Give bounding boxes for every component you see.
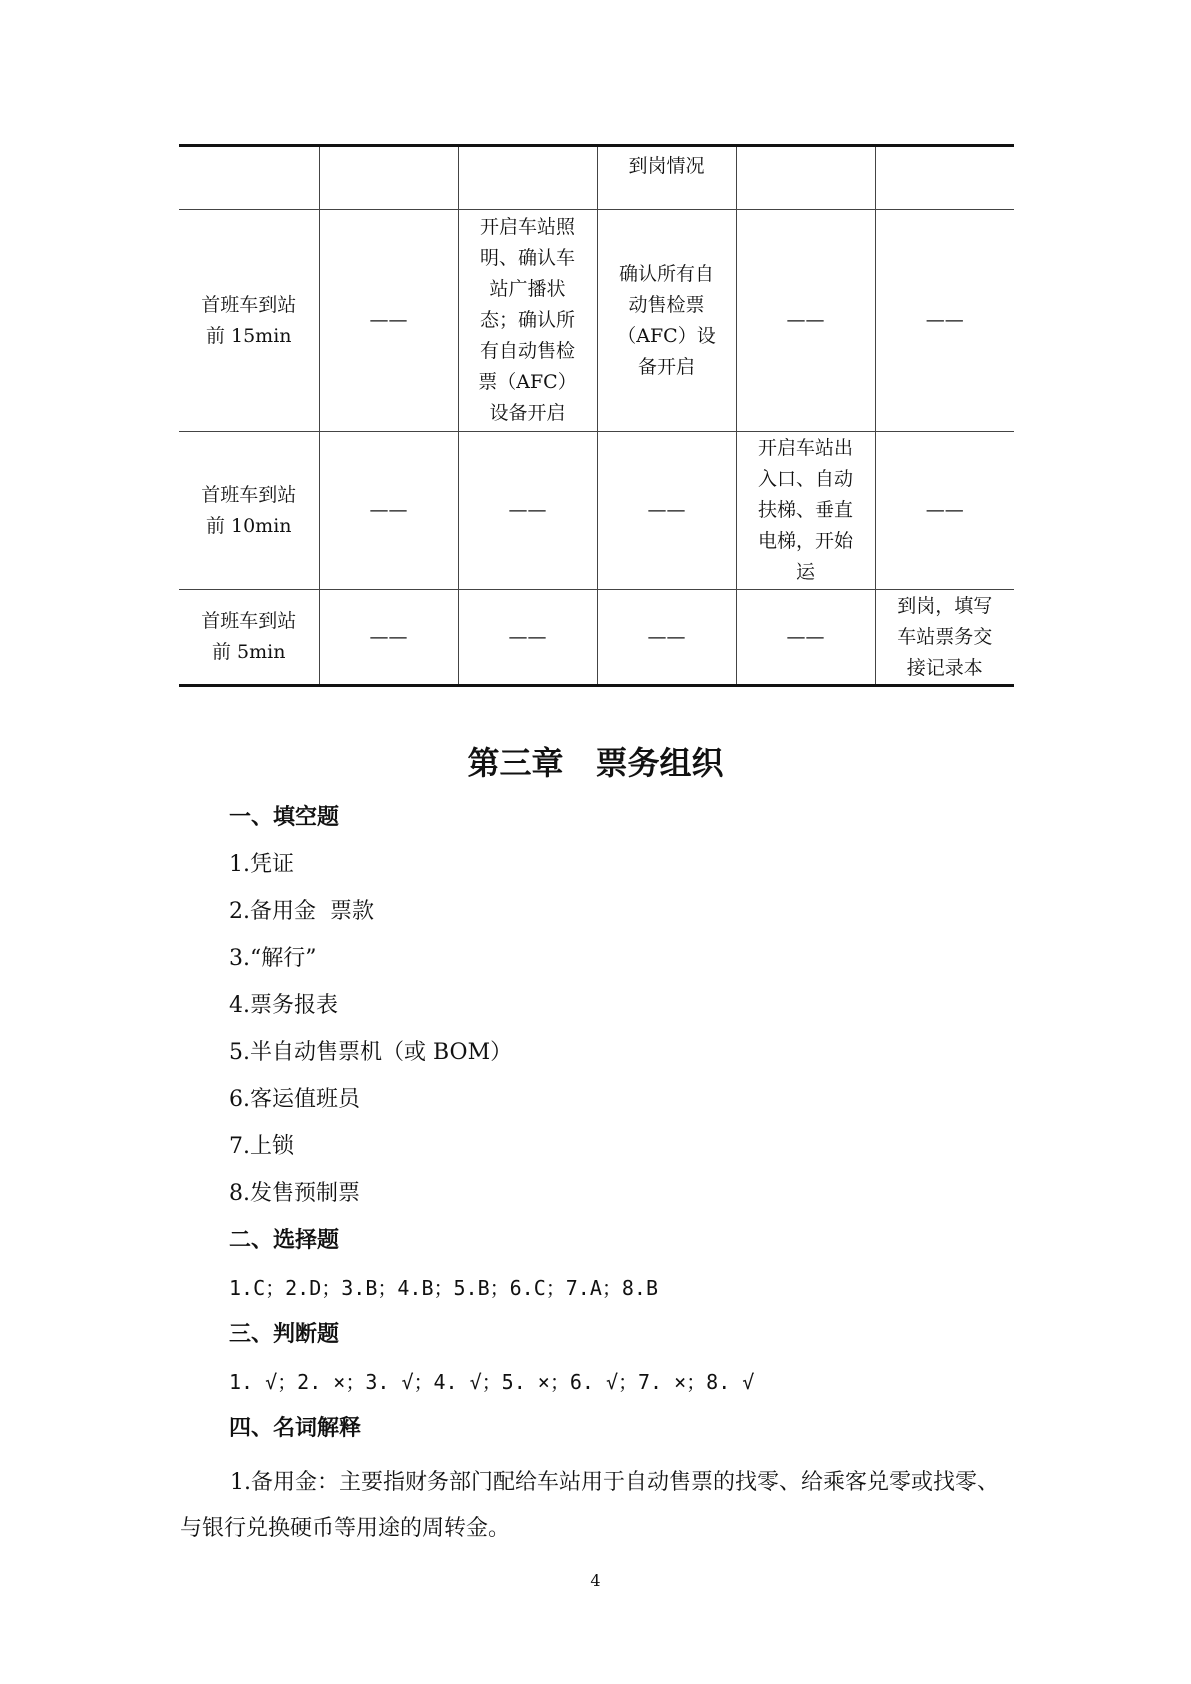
table-cell: —— <box>736 210 875 432</box>
table-cell: 确认所有自 动售检票 （AFC）设 备开启 <box>597 210 736 432</box>
answer-item: 4.票务报表 <box>229 993 338 1018</box>
answer-item: 2.备用金 票款 <box>229 899 374 924</box>
table-row <box>179 432 1014 590</box>
definition-paragraph: 1.备用金：主要指财务部门配给车站用于自动售票的找零、给乘客兑零或找零、与银行兑换硬币等用途的周转金。 <box>180 1470 999 1541</box>
answer-item: 3.“解行” <box>229 946 317 971</box>
table-cell: 到岗，填写 车站票务交 接记录本 <box>875 590 1014 686</box>
table-cell: 首班车到站 前 15min <box>179 210 319 432</box>
table-cell: —— <box>875 210 1014 432</box>
true-false-answers: 1. √；2. ×；3. √；4. √；5. ×；6. √；7. ×；8. √ <box>229 1370 755 1394</box>
table-cell: 到岗情况 <box>597 146 736 210</box>
table-cell <box>179 146 319 210</box>
table-cell <box>875 146 1014 210</box>
schedule-table <box>179 144 1014 687</box>
table-cell: —— <box>458 590 597 686</box>
table-cell <box>458 146 597 210</box>
choice-answers: 1.C；2.D；3.B；4.B；5.B；6.C；7.A；8.B <box>229 1276 658 1300</box>
section-heading-true-false: 三、判断题 <box>229 1322 340 1347</box>
table-row <box>179 146 1014 210</box>
table-cell <box>736 146 875 210</box>
table-cell: —— <box>875 432 1014 590</box>
table-cell: —— <box>736 590 875 686</box>
table-row <box>179 590 1014 686</box>
answer-item: 6.客运值班员 <box>229 1087 360 1112</box>
table-cell: —— <box>319 432 458 590</box>
section-heading-fill-blank: 一、填空题 <box>229 805 340 830</box>
table-cell: 首班车到站 前 5min <box>179 590 319 686</box>
page-number: 4 <box>590 1571 601 1590</box>
table-cell <box>319 146 458 210</box>
table-cell: —— <box>597 590 736 686</box>
table-cell: —— <box>458 432 597 590</box>
table-cell: —— <box>319 590 458 686</box>
answer-item: 7.上锁 <box>229 1134 294 1159</box>
table-cell: 开启车站照 明、确认车 站广播状 态；确认所 有自动售检 票（AFC） 设备开启 <box>458 210 597 432</box>
section-heading-multiple-choice: 二、选择题 <box>229 1228 340 1253</box>
table-cell: 首班车到站 前 10min <box>179 432 319 590</box>
table-cell: 开启车站出 入口、自动 扶梯、垂直 电梯，开始 运 <box>736 432 875 590</box>
section-heading-term-definitions: 四、名词解释 <box>229 1416 362 1441</box>
answer-item: 8.发售预制票 <box>229 1181 360 1206</box>
schedule-table-container <box>179 144 1014 687</box>
answer-item: 1.凭证 <box>229 852 294 877</box>
answer-item: 5.半自动售票机（或 BOM） <box>229 1040 513 1065</box>
table-row <box>179 210 1014 432</box>
chapter-title: 第三章 票务组织 <box>467 744 724 782</box>
table-cell: —— <box>319 210 458 432</box>
table-cell: —— <box>597 432 736 590</box>
